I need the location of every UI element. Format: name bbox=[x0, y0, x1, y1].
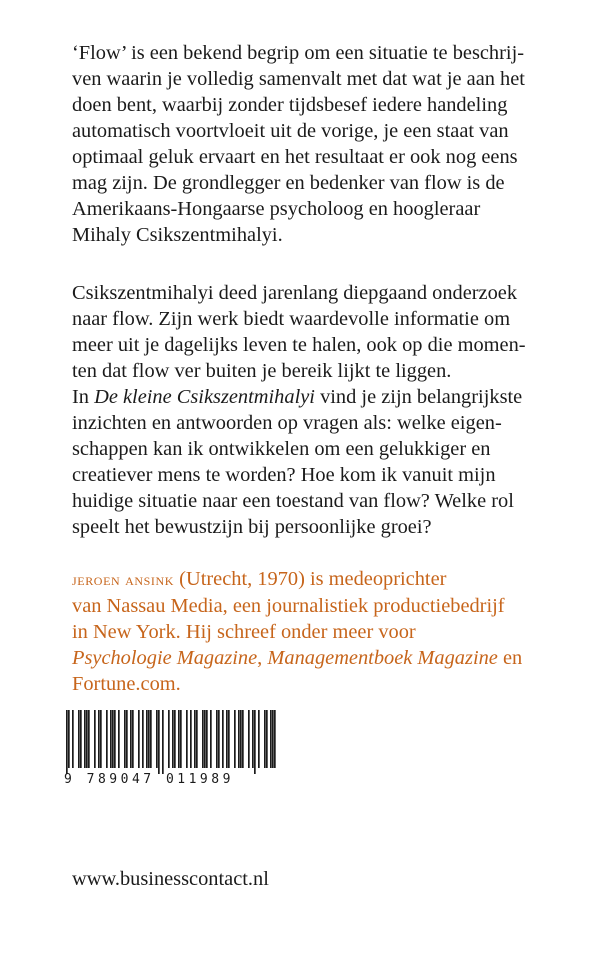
author-bio-line-3: in New York. Hij schreef onder meer voor bbox=[72, 621, 416, 643]
barcode-bar bbox=[168, 710, 170, 768]
barcode-bar bbox=[114, 710, 116, 768]
barcode-bar bbox=[180, 710, 182, 768]
barcode-bar bbox=[138, 710, 140, 768]
magazine-separator: , bbox=[257, 647, 263, 669]
barcode-bar bbox=[210, 710, 212, 768]
research-line-a-3: meer uit je dagelijks leven te halen, ook op die momen- bbox=[72, 334, 526, 356]
intro-line-1: ‘Flow’ is een bekend begrip om een situatie te beschrij- bbox=[72, 42, 525, 64]
barcode-bar bbox=[194, 710, 196, 768]
research-line-a-4: ten dat flow ver buiten je bereik lijkt te liggen. bbox=[72, 360, 452, 382]
barcode-bar bbox=[204, 710, 206, 768]
research-line-a-2: naar flow. Zijn werk biedt waardevolle informatie om bbox=[72, 308, 511, 330]
barcode-bar bbox=[126, 710, 128, 768]
barcode-bar bbox=[228, 710, 230, 768]
intro-line-6: mag zijn. De grondlegger en bedenker van flow is de bbox=[72, 172, 505, 194]
author-origin: (Utrecht, 1970) is medeoprichter bbox=[179, 568, 447, 590]
barcode-bar bbox=[142, 710, 144, 768]
barcode-bar bbox=[66, 710, 68, 774]
intro-paragraph bbox=[72, 40, 525, 248]
barcode-bar bbox=[206, 710, 208, 768]
book-title: De kleine Csikszentmihalyi bbox=[94, 386, 315, 408]
barcode-bar bbox=[222, 710, 224, 768]
intro-line-3: doen bent, waarbij zonder tijdsbesef iedere handeling bbox=[72, 94, 508, 116]
barcode-bar bbox=[68, 710, 70, 768]
barcode-bar bbox=[274, 710, 276, 768]
barcode-bar bbox=[72, 710, 74, 768]
barcode-bar bbox=[216, 710, 218, 768]
barcode-bar bbox=[112, 710, 114, 768]
in-word: In bbox=[72, 386, 89, 408]
barcode-bar bbox=[258, 710, 260, 768]
barcode-bar bbox=[124, 710, 126, 768]
author-bio-line-1 bbox=[72, 566, 522, 593]
author-bio-line-5: Fortune.com. bbox=[72, 673, 181, 695]
barcode-digits: 9 789047 011989 bbox=[64, 772, 234, 787]
research-line-b-3: creatiever mens te worden? Hoe kom ik vanuit mijn bbox=[72, 464, 496, 486]
magazine-1: Psychologie Magazine bbox=[72, 647, 258, 669]
barcode-bar bbox=[240, 710, 242, 768]
barcode-bar bbox=[162, 710, 164, 774]
barcode-bar bbox=[218, 710, 220, 768]
intro-line-4: automatisch voortvloeit uit de vorige, je een staat van bbox=[72, 120, 509, 142]
barcode-bar bbox=[94, 710, 96, 768]
barcode-bar bbox=[226, 710, 228, 768]
magazine-2: Managementboek Magazine bbox=[267, 647, 498, 669]
and-word: en bbox=[502, 647, 523, 669]
barcode-bar bbox=[242, 710, 244, 768]
barcode-bar bbox=[252, 710, 254, 768]
barcode-bar bbox=[178, 710, 180, 768]
barcode-bar bbox=[148, 710, 150, 768]
after-title-text: vind je zijn belangrijkste bbox=[320, 386, 523, 408]
barcode-bar bbox=[150, 710, 152, 768]
barcode-bar bbox=[186, 710, 188, 768]
research-line-b-4: huidige situatie naar een toestand van flow? Welke rol bbox=[72, 490, 514, 512]
research-line-b-2: schappen kan ik ontwikkelen om een gelukkiger en bbox=[72, 438, 491, 460]
research-line-a-1: Csikszentmihalyi deed jarenlang diepgaand onderzoek bbox=[72, 282, 518, 304]
barcode-bar bbox=[172, 710, 174, 768]
author-bio-line-2: van Nassau Media, een journalistiek productiebedrijf bbox=[72, 595, 505, 617]
author-bio bbox=[72, 566, 522, 697]
publisher-website: www.businesscontact.nl bbox=[72, 868, 269, 890]
barcode-bar bbox=[110, 710, 112, 768]
barcode-bar bbox=[84, 710, 86, 768]
barcode-bar bbox=[248, 710, 250, 768]
intro-line-7: Amerikaans-Hongaarse psycholoog en hoogleraar bbox=[72, 198, 481, 220]
barcode-bar bbox=[272, 710, 274, 768]
barcode-bar bbox=[234, 710, 236, 768]
barcode-bar bbox=[254, 710, 256, 774]
barcode-bar bbox=[264, 710, 266, 768]
barcode-bar bbox=[196, 710, 198, 768]
research-line-b-5: speelt het bewustzijn bij persoonlijke groei? bbox=[72, 516, 432, 538]
barcode-bar bbox=[130, 710, 132, 768]
author-name: jeroen ansink bbox=[72, 570, 175, 589]
intro-line-5: optimaal geluk ervaart en het resultaat er ook nog eens bbox=[72, 146, 518, 168]
barcode-bar bbox=[132, 710, 134, 768]
barcode-bar bbox=[266, 710, 268, 768]
barcode-bar bbox=[98, 710, 100, 768]
barcode-bars bbox=[66, 710, 276, 774]
barcode-bar bbox=[270, 710, 272, 768]
barcode-bar bbox=[106, 710, 108, 768]
barcode-bar bbox=[78, 710, 80, 768]
barcode-bar bbox=[158, 710, 160, 774]
book-title-line bbox=[72, 384, 526, 410]
barcode-bar bbox=[190, 710, 192, 768]
intro-line-2: ven waarin je volledig samenvalt met dat wat je aan het bbox=[72, 68, 525, 90]
barcode-bar bbox=[100, 710, 102, 768]
barcode-bar bbox=[146, 710, 148, 768]
barcode-bar bbox=[118, 710, 120, 768]
barcode-bar bbox=[86, 710, 88, 768]
research-line-b-1: inzichten en antwoorden op vragen als: welke eigen- bbox=[72, 412, 502, 434]
barcode-bar bbox=[88, 710, 90, 768]
barcode-bar bbox=[174, 710, 176, 768]
barcode-bar bbox=[202, 710, 204, 768]
research-paragraph bbox=[72, 280, 526, 540]
barcode-bar bbox=[156, 710, 158, 768]
barcode-bar bbox=[238, 710, 240, 768]
barcode-bar bbox=[80, 710, 82, 768]
author-bio-line-4 bbox=[72, 645, 522, 671]
intro-line-8: Mihaly Csikszentmihalyi. bbox=[72, 224, 283, 246]
